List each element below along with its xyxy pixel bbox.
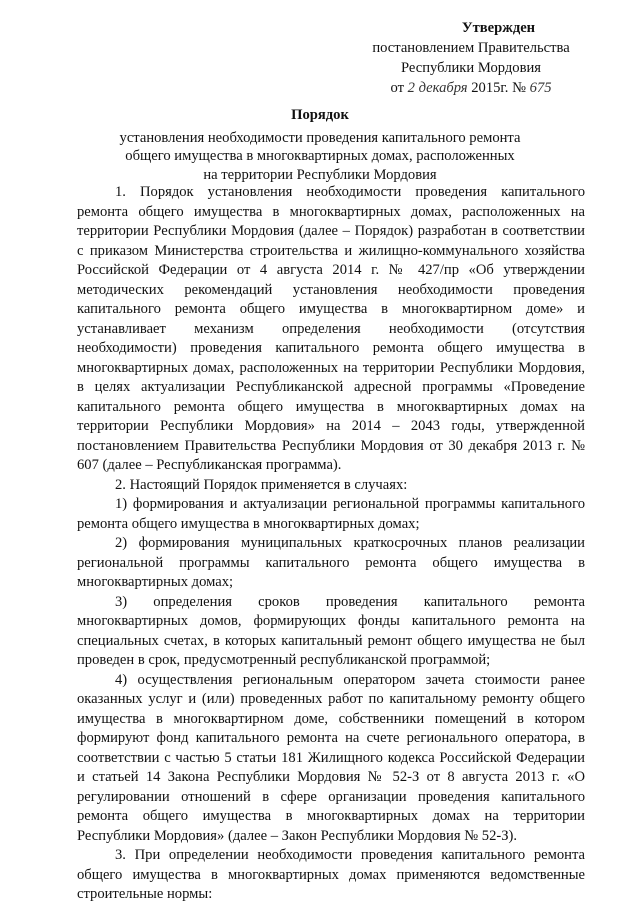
paragraph-1: 1. Порядок установления необходимости проведения капитального ремонта общего имущества в многоквартирных домах, расположенных на территории Республики Мордовия (далее – Порядок) разработан в соответствии с приказом Министерства строительства и жилищно-коммунального хозяйства Российской Федерации от 4 августа 2014 г. № 427/пр «Об утверждении методических рекомендаций установления необходимости проведения капитального ремонта общего имущества в многоквартирном доме» и устанавливает механизм определения необходимости (отсутствия необходимости) проведения капитального ремонта общего имущества в многоквартирных домах, расположенных на территории Республики Мордовия, в целях актуализации Республиканской адресной программы «Проведение капитального ремонта общего имущества в многоквартирных домах на территории Республики Мордовия» на 2014 – 2043 годы, утвержденной постановлением Правительства Республики Мордовия от 30 декабря 2013 г. № 607 (далее – Республиканская программа). — [77, 184, 585, 473]
document-subtitle-line-2: общего имущества в многоквартирных домах, расположенных — [125, 148, 515, 164]
paragraph-3: 3. При определении необходимости проведения капитального ремонта общего имущества в многоквартирных домах применяются ведомственные строительные нормы: — [77, 847, 585, 902]
list-item-1: 1) формирования и актуализации региональной программы капитального ремонта общего имущества в многоквартирных домах; — [77, 496, 585, 532]
document-subtitle-line-1: установления необходимости проведения капитального ремонта — [119, 129, 521, 146]
document-subtitle-line-3: на территории Республики Мордовия — [203, 166, 437, 183]
document-heading: Порядок — [291, 107, 349, 123]
approval-month: декабря — [418, 80, 468, 96]
approval-line-2: Республики Мордовия — [400, 60, 541, 76]
approval-stamp — [356, 18, 586, 98]
approval-date-prefix: от — [390, 80, 408, 96]
document-body — [77, 183, 585, 905]
approval-number: 675 — [529, 80, 552, 96]
list-item-2: 2) формирования муниципальных краткосрочных планов реализации региональной программы капитального ремонта общего имущества в многоквартирных домах; — [77, 535, 585, 590]
approval-date-line — [356, 78, 586, 98]
approval-day: 2 — [407, 80, 415, 96]
list-item-3: 3) определения сроков проведения капитального ремонта многоквартирных домов, формирующих фонды капитального ремонта на специальных счетах, в которых капитальный ремонт общего имущества не был проведен в срок, предусмотренный республиканской программой; — [77, 593, 585, 668]
approval-year: 2015г. № — [467, 80, 530, 96]
approval-line-1: постановлением Правительства — [372, 40, 570, 56]
document-title-block — [60, 106, 580, 184]
paragraph-2: 2. Настоящий Порядок применяется в случаях: — [115, 476, 408, 493]
approval-title: Утвержден — [461, 20, 536, 36]
list-item-4: 4) осуществления региональным оператором зачета стоимости ранее оказанных услуг и (или) проведенных работ по капитальному ремонту общего имущества в многоквартирном доме, собственники помещений в котором формируют фонд капитального ремонта на счете регионального оператора, в соответствии с частью 5 статьи 181 Жилищного кодекса Российской Федерации и статьей 14 Закона Республики Мордовия № 52-З от 8 августа 2013 г. «О регулировании отношений в сфере организации проведения капитального ремонта общего имущества в многоквартирных домах на территории Республики Мордовия» (далее – Закон Республики Мордовия № 52-З). — [77, 671, 585, 844]
